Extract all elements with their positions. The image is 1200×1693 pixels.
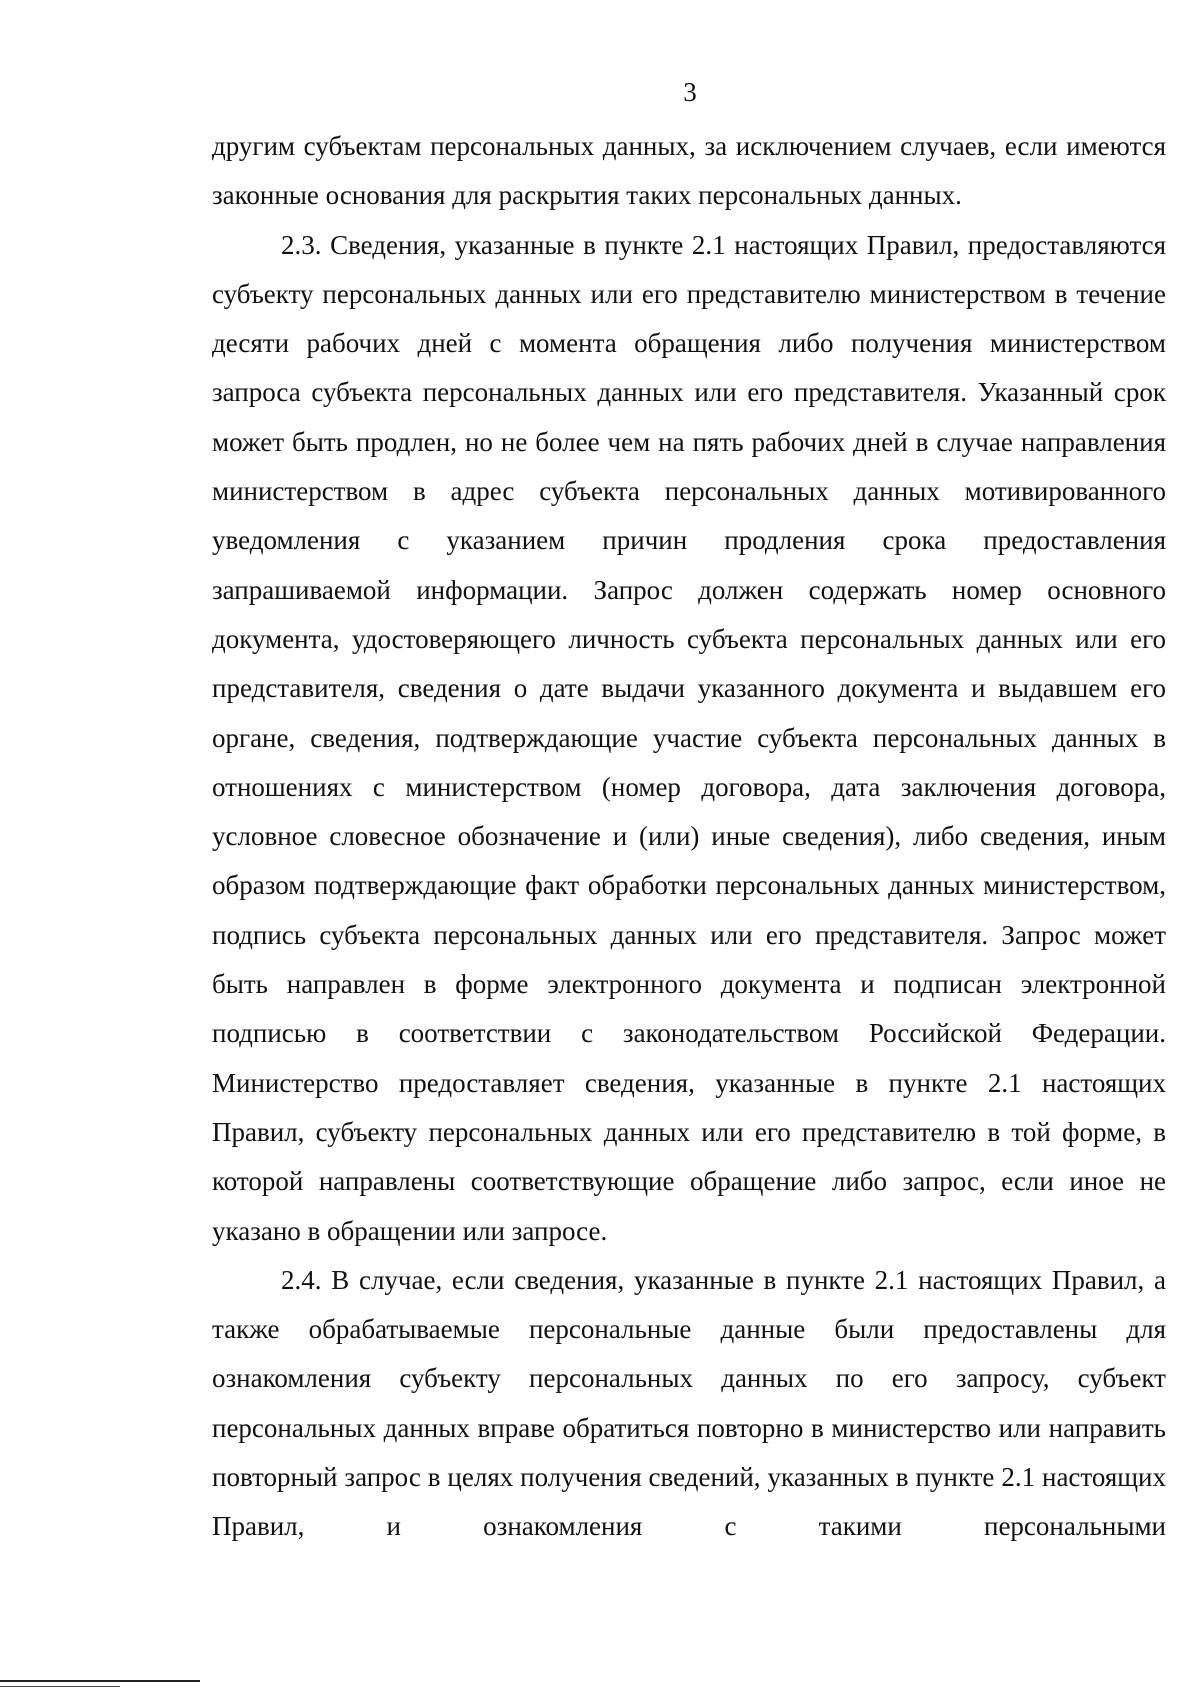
paragraph-continuation: другим субъектам персональных данных, за исключением случаев, если имеются законные основания для раскрытия таких персональных данных. <box>212 131 1166 211</box>
footer-rule <box>0 1680 200 1682</box>
document-body <box>212 122 1166 1552</box>
footer-rule-secondary <box>0 1686 120 1687</box>
page-number: 3 <box>683 77 697 107</box>
paragraph-clause-2-4: 2.4. В случае, если сведения, указанные в пункте 2.1 настоящих Правил, а также обрабатываемые персональные данные были предоставлены для ознакомления субъекту персональных данных по его запросу, субъект персональных данных вправе обратиться повторно в министерство или направить повторный запрос в целях получения сведений, указанных в пункте 2.1 настоящих Правил, и ознакомления с такими персональными <box>212 1264 1166 1542</box>
paragraph-clause-2-3: 2.3. Сведения, указанные в пункте 2.1 настоящих Правил, предоставляются субъекту персональных данных или его представителю министерством в течение десяти рабочих дней с момента обращения либо получения министерством запроса субъекта персональных данных или его представителя. Указанный срок может быть продлен, но не более чем на пять рабочих дней в случае направления министерством в адрес субъекта персональных данных мотивированного уведомления с указанием причин продления срока предоставления запрашиваемой информации. Запрос должен содержать номер основного документа, удостоверяющего личность субъекта персональных данных или его представителя, сведения о дате выдачи указанного документа и выдавшем его органе, сведения, подтверждающие участие субъекта персональных данных в отношениях с министерством (номер договора, дата заключения договора, условное словесное обозначение и (или) иные сведения), либо сведения, иным образом подтверждающие факт обработки персональных данных министерством, подпись субъекта персональных данных или его представителя. Запрос может быть направлен в форме электронного документа и подписан электронной подписью в соответствии с законодательством Российской Федерации. Министерство предоставляет сведения, указанные в пункте 2.1 настоящих Правил, субъекту персональных данных или его представителю в той форме, в которой направлены соответствующие обращение либо запрос, если иное не указано в обращении или запросе. <box>212 229 1166 1246</box>
